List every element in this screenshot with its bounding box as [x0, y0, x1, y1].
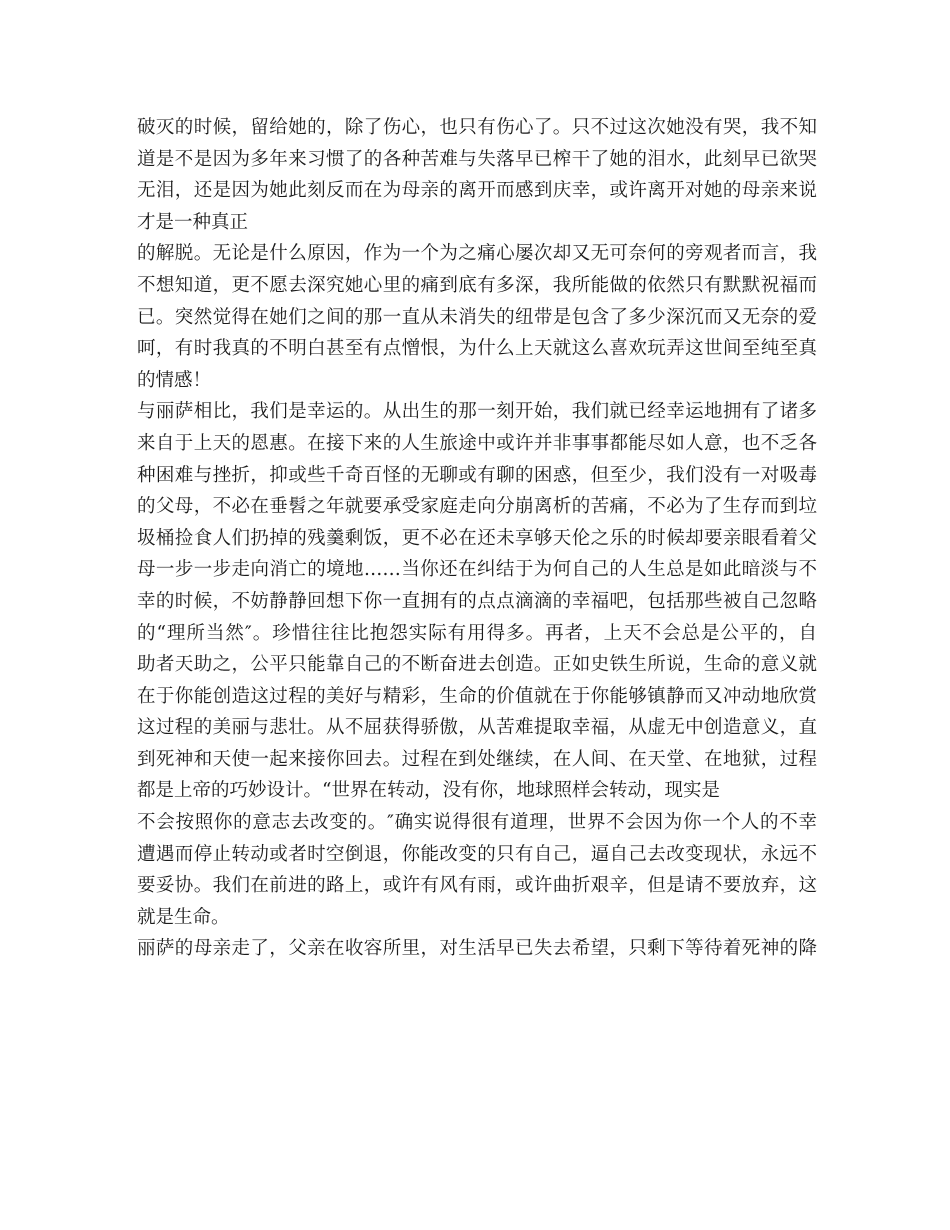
text-line: 才是一种真正	[137, 211, 249, 233]
text-line: 在于你能创造这过程的美好与精彩，生命的价值就在于你能够镇静而又冲动地欣赏	[137, 685, 817, 707]
text-line: 幸的时候，不妨静静回想下你一直拥有的点点滴滴的幸福吧，包括那些被自己忽略	[137, 590, 817, 612]
text-line: 与丽萨相比，我们是幸运的。从出生的那一刻开始，我们就已经幸运地拥有了诸多	[137, 401, 817, 423]
text-line: 要妥协。我们在前进的路上，或许有风有雨，或许曲折艰辛，但是请不要放弃，这	[137, 875, 817, 897]
text-line: 丽萨的母亲走了，父亲在收容所里，对生活早已失去希望，只剩下等待着死神的降	[137, 938, 817, 960]
text-line: 破灭的时候，留给她的，除了伤心，也只有伤心了。只不过这次她没有哭，我不知	[137, 117, 817, 138]
text-line: 圾桶捡食人们扔掉的残羹剩饭，更不必在还未享够天伦之乐的时候却要亲眼看着父	[137, 527, 817, 549]
text-line: 母一步一步走向消亡的境地……当你还在纠结于为何自己的人生总是如此暗淡与不	[137, 559, 817, 581]
text-line: 就是生命。	[137, 906, 230, 928]
text-line: 种困难与挫折，抑或些千奇百怪的无聊或有聊的困惑，但至少，我们没有一对吸毒	[137, 464, 817, 486]
text-line: 的解脱。无论是什么原因，作为一个为之痛心屡次却又无可奈何的旁观者而言，我	[137, 243, 817, 265]
text-line: 都是上帝的巧妙设计。“世界在转动，没有你，地球照样会转动，现实是	[137, 780, 720, 802]
text-line: 不会按照你的意志去改变的。″确实说得很有道理，世界不会因为你一个人的不幸	[137, 812, 817, 834]
body-text	[137, 112, 817, 965]
text-line: 的“理所当然″。珍惜往往比抱怨实际有用得多。再者，上天不会总是公平的，自	[137, 622, 817, 644]
text-line: 遭遇而停止转动或者时空倒退，你能改变的只有自己，逼自己去改变现状，永远不	[137, 843, 817, 865]
text-line: 道是不是因为多年来习惯了的各种苦难与失落早已榨干了她的泪水，此刻早已欲哭	[137, 148, 817, 170]
text-line: 到死神和天使一起来接你回去。过程在到处继续，在人间、在天堂、在地狱，过程	[137, 748, 817, 770]
text-line: 这过程的美丽与悲壮。从不屈获得骄傲，从苦难提取幸福，从虚无中创造意义，直	[137, 717, 817, 739]
text-line: 的情感！	[137, 369, 212, 391]
text-line: 来自于上天的恩惠。在接下来的人生旅途中或许并非事事都能尽如人意，也不乏各	[137, 432, 817, 454]
text-line: 已。突然觉得在她们之间的那一直从未消失的纽带是包含了多少深沉而又无奈的爱	[137, 306, 817, 328]
text-line: 不想知道，更不愿去深究她心里的痛到底有多深，我所能做的依然只有默默祝福而	[137, 274, 817, 296]
text-line: 无泪，还是因为她此刻反而在为母亲的离开而感到庆幸，或许离开对她的母亲来说	[137, 180, 817, 202]
text-line: 呵，有时我真的不明白甚至有点憎恨，为什么上天就这么喜欢玩弄这世间至纯至真	[137, 338, 817, 360]
text-line: 助者天助之，公平只能靠自己的不断奋进去创造。正如史铁生所说，生命的意义就	[137, 654, 817, 676]
text-line: 的父母，不必在垂髫之年就要承受家庭走向分崩离析的苦痛，不必为了生存而到垃	[137, 496, 817, 518]
